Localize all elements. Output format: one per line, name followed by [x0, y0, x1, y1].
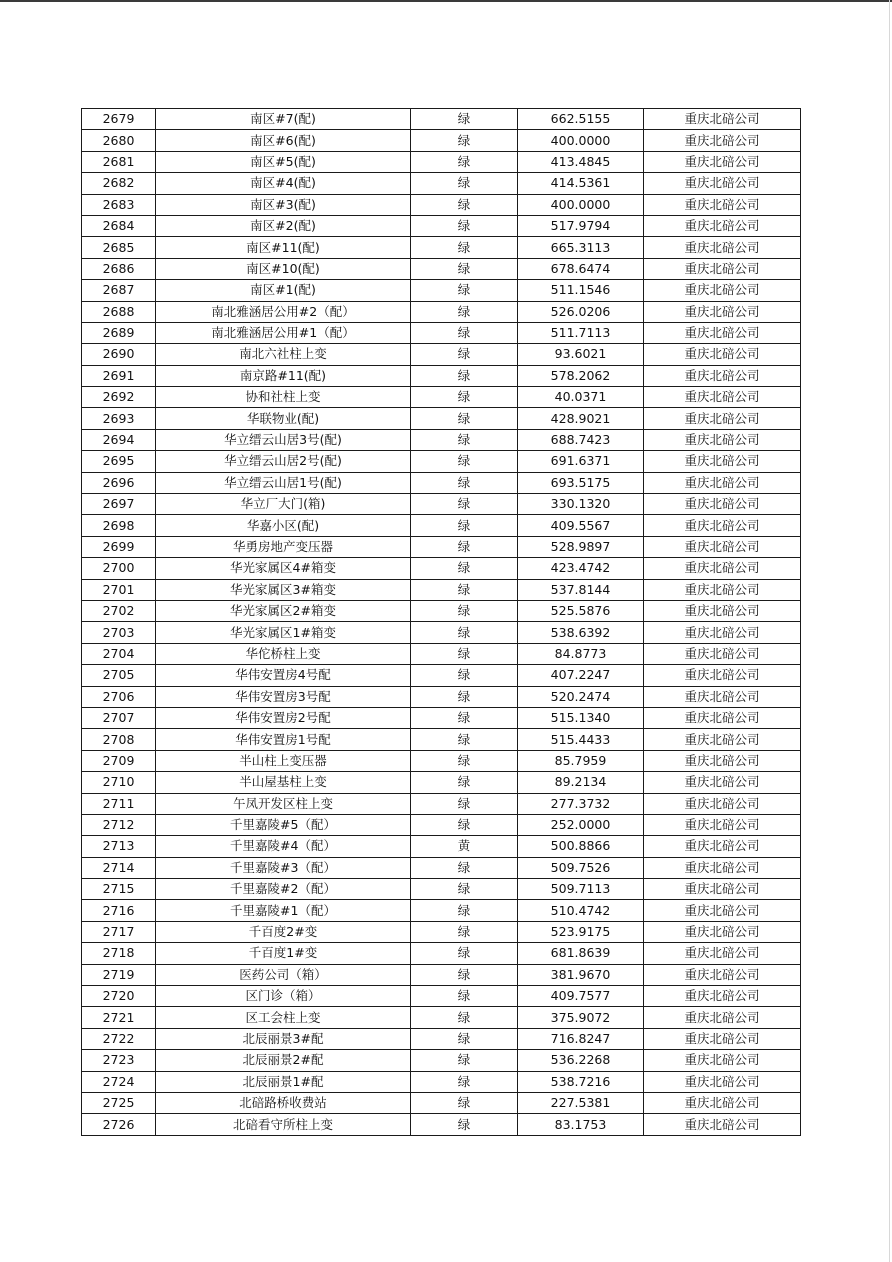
company-cell: 重庆北碚公司 — [644, 1114, 801, 1135]
status-color-cell: 绿 — [411, 857, 518, 878]
station-name-cell: 华佗桥柱上变 — [156, 643, 411, 664]
row-number-cell: 2709 — [82, 750, 156, 771]
status-color-cell: 绿 — [411, 964, 518, 985]
row-number-cell: 2684 — [82, 215, 156, 236]
table-row — [82, 964, 801, 985]
table-row — [82, 1007, 801, 1028]
status-color-cell: 绿 — [411, 793, 518, 814]
station-name-cell: 南京路#11(配) — [156, 365, 411, 386]
station-name-cell: 北辰丽景1#配 — [156, 1071, 411, 1092]
table-row — [82, 429, 801, 450]
station-name-cell: 华光家属区1#箱变 — [156, 622, 411, 643]
row-number-cell: 2708 — [82, 729, 156, 750]
station-name-cell: 千里嘉陵#2（配） — [156, 879, 411, 900]
table-row — [82, 686, 801, 707]
station-name-cell: 华勇房地产变压器 — [156, 536, 411, 557]
company-cell: 重庆北碚公司 — [644, 558, 801, 579]
station-name-cell: 千里嘉陵#4（配） — [156, 836, 411, 857]
row-number-cell: 2686 — [82, 258, 156, 279]
value-cell: 538.7216 — [518, 1071, 644, 1092]
station-name-cell: 南北六社柱上变 — [156, 344, 411, 365]
status-color-cell: 绿 — [411, 173, 518, 194]
status-color-cell: 绿 — [411, 729, 518, 750]
company-cell: 重庆北碚公司 — [644, 707, 801, 728]
status-color-cell: 绿 — [411, 344, 518, 365]
company-cell: 重庆北碚公司 — [644, 943, 801, 964]
station-name-cell: 北辰丽景2#配 — [156, 1050, 411, 1071]
status-color-cell: 绿 — [411, 1092, 518, 1113]
station-name-cell: 协和社柱上变 — [156, 387, 411, 408]
status-color-cell: 绿 — [411, 900, 518, 921]
company-cell: 重庆北碚公司 — [644, 665, 801, 686]
row-number-cell: 2700 — [82, 558, 156, 579]
table-row — [82, 130, 801, 151]
row-number-cell: 2722 — [82, 1028, 156, 1049]
value-cell: 413.4845 — [518, 151, 644, 172]
company-cell: 重庆北碚公司 — [644, 814, 801, 835]
company-cell: 重庆北碚公司 — [644, 1050, 801, 1071]
table-row — [82, 943, 801, 964]
company-cell: 重庆北碚公司 — [644, 387, 801, 408]
status-color-cell: 绿 — [411, 1028, 518, 1049]
row-number-cell: 2714 — [82, 857, 156, 878]
row-number-cell: 2706 — [82, 686, 156, 707]
table-row — [82, 215, 801, 236]
table-row — [82, 643, 801, 664]
table-row — [82, 1114, 801, 1135]
status-color-cell: 绿 — [411, 280, 518, 301]
row-number-cell: 2715 — [82, 879, 156, 900]
company-cell: 重庆北碚公司 — [644, 451, 801, 472]
row-number-cell: 2680 — [82, 130, 156, 151]
value-cell: 428.9021 — [518, 408, 644, 429]
value-cell: 85.7959 — [518, 750, 644, 771]
company-cell: 重庆北碚公司 — [644, 1007, 801, 1028]
value-cell: 526.0206 — [518, 301, 644, 322]
station-name-cell: 南区#7(配) — [156, 109, 411, 130]
table-row — [82, 408, 801, 429]
station-name-cell: 南区#4(配) — [156, 173, 411, 194]
table-row — [82, 857, 801, 878]
table-row — [82, 344, 801, 365]
row-number-cell: 2725 — [82, 1092, 156, 1113]
value-cell: 40.0371 — [518, 387, 644, 408]
value-cell: 84.8773 — [518, 643, 644, 664]
table-row — [82, 921, 801, 942]
table-row — [82, 986, 801, 1007]
value-cell: 662.5155 — [518, 109, 644, 130]
company-cell: 重庆北碚公司 — [644, 879, 801, 900]
company-cell: 重庆北碚公司 — [644, 322, 801, 343]
value-cell: 93.6021 — [518, 344, 644, 365]
status-color-cell: 绿 — [411, 109, 518, 130]
value-cell: 423.4742 — [518, 558, 644, 579]
row-number-cell: 2692 — [82, 387, 156, 408]
station-name-cell: 华光家属区3#箱变 — [156, 579, 411, 600]
table-row — [82, 558, 801, 579]
company-cell: 重庆北碚公司 — [644, 515, 801, 536]
table-row — [82, 879, 801, 900]
status-color-cell: 绿 — [411, 750, 518, 771]
row-number-cell: 2716 — [82, 900, 156, 921]
value-cell: 691.6371 — [518, 451, 644, 472]
row-number-cell: 2701 — [82, 579, 156, 600]
value-cell: 400.0000 — [518, 194, 644, 215]
table-row — [82, 451, 801, 472]
status-color-cell: 绿 — [411, 494, 518, 515]
value-cell: 400.0000 — [518, 130, 644, 151]
company-cell: 重庆北碚公司 — [644, 215, 801, 236]
station-name-cell: 华伟安置房3号配 — [156, 686, 411, 707]
table-row — [82, 194, 801, 215]
company-cell: 重庆北碚公司 — [644, 579, 801, 600]
status-color-cell: 绿 — [411, 772, 518, 793]
company-cell: 重庆北碚公司 — [644, 772, 801, 793]
value-cell: 510.4742 — [518, 900, 644, 921]
row-number-cell: 2713 — [82, 836, 156, 857]
value-cell: 409.5567 — [518, 515, 644, 536]
page-top-border — [0, 0, 892, 2]
value-cell: 509.7526 — [518, 857, 644, 878]
status-color-cell: 绿 — [411, 943, 518, 964]
row-number-cell: 2724 — [82, 1071, 156, 1092]
status-color-cell: 绿 — [411, 536, 518, 557]
status-color-cell: 绿 — [411, 600, 518, 621]
row-number-cell: 2697 — [82, 494, 156, 515]
station-name-cell: 南北雅涵居公用#2（配） — [156, 301, 411, 322]
value-cell: 277.3732 — [518, 793, 644, 814]
station-name-cell: 南区#2(配) — [156, 215, 411, 236]
company-cell: 重庆北碚公司 — [644, 1028, 801, 1049]
table-row — [82, 472, 801, 493]
status-color-cell: 绿 — [411, 814, 518, 835]
status-color-cell: 绿 — [411, 986, 518, 1007]
row-number-cell: 2723 — [82, 1050, 156, 1071]
station-name-cell: 华伟安置房2号配 — [156, 707, 411, 728]
table-row — [82, 1092, 801, 1113]
status-color-cell: 绿 — [411, 451, 518, 472]
company-cell: 重庆北碚公司 — [644, 151, 801, 172]
table-row — [82, 579, 801, 600]
table-row — [82, 109, 801, 130]
status-color-cell: 绿 — [411, 515, 518, 536]
row-number-cell: 2698 — [82, 515, 156, 536]
row-number-cell: 2699 — [82, 536, 156, 557]
row-number-cell: 2685 — [82, 237, 156, 258]
station-name-cell: 半山柱上变压器 — [156, 750, 411, 771]
status-color-cell: 绿 — [411, 365, 518, 386]
value-cell: 381.9670 — [518, 964, 644, 985]
company-cell: 重庆北碚公司 — [644, 365, 801, 386]
table-row — [82, 494, 801, 515]
value-cell: 665.3113 — [518, 237, 644, 258]
row-number-cell: 2705 — [82, 665, 156, 686]
value-cell: 511.1546 — [518, 280, 644, 301]
row-number-cell: 2689 — [82, 322, 156, 343]
company-cell: 重庆北碚公司 — [644, 408, 801, 429]
table-row — [82, 387, 801, 408]
transformer-table — [81, 108, 801, 1136]
station-name-cell: 千百度2#变 — [156, 921, 411, 942]
station-name-cell: 南区#10(配) — [156, 258, 411, 279]
row-number-cell: 2712 — [82, 814, 156, 835]
value-cell: 414.5361 — [518, 173, 644, 194]
row-number-cell: 2690 — [82, 344, 156, 365]
row-number-cell: 2681 — [82, 151, 156, 172]
value-cell: 409.7577 — [518, 986, 644, 1007]
status-color-cell: 绿 — [411, 643, 518, 664]
value-cell: 227.5381 — [518, 1092, 644, 1113]
status-color-cell: 绿 — [411, 665, 518, 686]
status-color-cell: 绿 — [411, 215, 518, 236]
row-number-cell: 2687 — [82, 280, 156, 301]
row-number-cell: 2702 — [82, 600, 156, 621]
table-body — [82, 109, 801, 1136]
table-row — [82, 301, 801, 322]
value-cell: 536.2268 — [518, 1050, 644, 1071]
value-cell: 407.2247 — [518, 665, 644, 686]
company-cell: 重庆北碚公司 — [644, 857, 801, 878]
company-cell: 重庆北碚公司 — [644, 600, 801, 621]
company-cell: 重庆北碚公司 — [644, 729, 801, 750]
table-row — [82, 793, 801, 814]
status-color-cell: 绿 — [411, 1007, 518, 1028]
row-number-cell: 2704 — [82, 643, 156, 664]
station-name-cell: 华立厂大门(箱) — [156, 494, 411, 515]
status-color-cell: 绿 — [411, 579, 518, 600]
company-cell: 重庆北碚公司 — [644, 344, 801, 365]
station-name-cell: 华嘉小区(配) — [156, 515, 411, 536]
company-cell: 重庆北碚公司 — [644, 986, 801, 1007]
value-cell: 681.8639 — [518, 943, 644, 964]
value-cell: 693.5175 — [518, 472, 644, 493]
row-number-cell: 2718 — [82, 943, 156, 964]
station-name-cell: 北碚路桥收费站 — [156, 1092, 411, 1113]
company-cell: 重庆北碚公司 — [644, 494, 801, 515]
page-right-edge — [889, 0, 890, 1262]
row-number-cell: 2726 — [82, 1114, 156, 1135]
table-row — [82, 280, 801, 301]
company-cell: 重庆北碚公司 — [644, 109, 801, 130]
status-color-cell: 绿 — [411, 707, 518, 728]
status-color-cell: 绿 — [411, 387, 518, 408]
table-row — [82, 258, 801, 279]
value-cell: 89.2134 — [518, 772, 644, 793]
status-color-cell: 绿 — [411, 258, 518, 279]
row-number-cell: 2683 — [82, 194, 156, 215]
value-cell: 678.6474 — [518, 258, 644, 279]
station-name-cell: 南北雅涵居公用#1（配） — [156, 322, 411, 343]
status-color-cell: 绿 — [411, 558, 518, 579]
row-number-cell: 2679 — [82, 109, 156, 130]
table-row — [82, 622, 801, 643]
station-name-cell: 医药公司（箱） — [156, 964, 411, 985]
company-cell: 重庆北碚公司 — [644, 301, 801, 322]
station-name-cell: 北辰丽景3#配 — [156, 1028, 411, 1049]
value-cell: 688.7423 — [518, 429, 644, 450]
value-cell: 375.9072 — [518, 1007, 644, 1028]
company-cell: 重庆北碚公司 — [644, 429, 801, 450]
status-color-cell: 绿 — [411, 472, 518, 493]
station-name-cell: 千里嘉陵#5（配） — [156, 814, 411, 835]
company-cell: 重庆北碚公司 — [644, 130, 801, 151]
table-row — [82, 1028, 801, 1049]
table-row — [82, 707, 801, 728]
table-row — [82, 600, 801, 621]
station-name-cell: 南区#3(配) — [156, 194, 411, 215]
status-color-cell: 绿 — [411, 130, 518, 151]
table-row — [82, 772, 801, 793]
company-cell: 重庆北碚公司 — [644, 622, 801, 643]
station-name-cell: 区门诊（箱） — [156, 986, 411, 1007]
table-row — [82, 151, 801, 172]
station-name-cell: 南区#6(配) — [156, 130, 411, 151]
row-number-cell: 2682 — [82, 173, 156, 194]
station-name-cell: 午凤开发区柱上变 — [156, 793, 411, 814]
status-color-cell: 绿 — [411, 879, 518, 900]
table-row — [82, 1050, 801, 1071]
station-name-cell: 南区#11(配) — [156, 237, 411, 258]
station-name-cell: 华联物业(配) — [156, 408, 411, 429]
company-cell: 重庆北碚公司 — [644, 793, 801, 814]
row-number-cell: 2719 — [82, 964, 156, 985]
station-name-cell: 华光家属区4#箱变 — [156, 558, 411, 579]
row-number-cell: 2710 — [82, 772, 156, 793]
row-number-cell: 2696 — [82, 472, 156, 493]
row-number-cell: 2711 — [82, 793, 156, 814]
table-row — [82, 365, 801, 386]
row-number-cell: 2707 — [82, 707, 156, 728]
company-cell: 重庆北碚公司 — [644, 536, 801, 557]
company-cell: 重庆北碚公司 — [644, 258, 801, 279]
row-number-cell: 2694 — [82, 429, 156, 450]
value-cell: 716.8247 — [518, 1028, 644, 1049]
station-name-cell: 华立缙云山居3号(配) — [156, 429, 411, 450]
status-color-cell: 绿 — [411, 151, 518, 172]
table-row — [82, 729, 801, 750]
status-color-cell: 绿 — [411, 622, 518, 643]
value-cell: 515.1340 — [518, 707, 644, 728]
value-cell: 515.4433 — [518, 729, 644, 750]
station-name-cell: 华立缙云山居2号(配) — [156, 451, 411, 472]
station-name-cell: 华立缙云山居1号(配) — [156, 472, 411, 493]
status-color-cell: 黄 — [411, 836, 518, 857]
table-row — [82, 1071, 801, 1092]
company-cell: 重庆北碚公司 — [644, 643, 801, 664]
station-name-cell: 华光家属区2#箱变 — [156, 600, 411, 621]
company-cell: 重庆北碚公司 — [644, 836, 801, 857]
table-row — [82, 814, 801, 835]
table-row — [82, 836, 801, 857]
table-row — [82, 750, 801, 771]
row-number-cell: 2720 — [82, 986, 156, 1007]
company-cell: 重庆北碚公司 — [644, 900, 801, 921]
station-name-cell: 华伟安置房1号配 — [156, 729, 411, 750]
status-color-cell: 绿 — [411, 429, 518, 450]
status-color-cell: 绿 — [411, 322, 518, 343]
status-color-cell: 绿 — [411, 301, 518, 322]
station-name-cell: 区工会柱上变 — [156, 1007, 411, 1028]
status-color-cell: 绿 — [411, 686, 518, 707]
value-cell: 523.9175 — [518, 921, 644, 942]
row-number-cell: 2717 — [82, 921, 156, 942]
company-cell: 重庆北碚公司 — [644, 472, 801, 493]
value-cell: 500.8866 — [518, 836, 644, 857]
station-name-cell: 千里嘉陵#3（配） — [156, 857, 411, 878]
value-cell: 83.1753 — [518, 1114, 644, 1135]
value-cell: 525.5876 — [518, 600, 644, 621]
table-row — [82, 665, 801, 686]
station-name-cell: 千百度1#变 — [156, 943, 411, 964]
value-cell: 511.7113 — [518, 322, 644, 343]
value-cell: 578.2062 — [518, 365, 644, 386]
row-number-cell: 2691 — [82, 365, 156, 386]
value-cell: 538.6392 — [518, 622, 644, 643]
row-number-cell: 2695 — [82, 451, 156, 472]
table-row — [82, 515, 801, 536]
table-row — [82, 237, 801, 258]
value-cell: 330.1320 — [518, 494, 644, 515]
status-color-cell: 绿 — [411, 1114, 518, 1135]
status-color-cell: 绿 — [411, 194, 518, 215]
status-color-cell: 绿 — [411, 408, 518, 429]
status-color-cell: 绿 — [411, 237, 518, 258]
status-color-cell: 绿 — [411, 1050, 518, 1071]
company-cell: 重庆北碚公司 — [644, 964, 801, 985]
station-name-cell: 北碚看守所柱上变 — [156, 1114, 411, 1135]
company-cell: 重庆北碚公司 — [644, 173, 801, 194]
row-number-cell: 2721 — [82, 1007, 156, 1028]
station-name-cell: 南区#1(配) — [156, 280, 411, 301]
company-cell: 重庆北碚公司 — [644, 194, 801, 215]
value-cell: 517.9794 — [518, 215, 644, 236]
station-name-cell: 南区#5(配) — [156, 151, 411, 172]
station-name-cell: 半山屋基柱上变 — [156, 772, 411, 793]
value-cell: 252.0000 — [518, 814, 644, 835]
company-cell: 重庆北碚公司 — [644, 1071, 801, 1092]
company-cell: 重庆北碚公司 — [644, 1092, 801, 1113]
company-cell: 重庆北碚公司 — [644, 237, 801, 258]
table-row — [82, 322, 801, 343]
value-cell: 528.9897 — [518, 536, 644, 557]
row-number-cell: 2703 — [82, 622, 156, 643]
status-color-cell: 绿 — [411, 1071, 518, 1092]
value-cell: 509.7113 — [518, 879, 644, 900]
status-color-cell: 绿 — [411, 921, 518, 942]
company-cell: 重庆北碚公司 — [644, 686, 801, 707]
station-name-cell: 华伟安置房4号配 — [156, 665, 411, 686]
row-number-cell: 2693 — [82, 408, 156, 429]
value-cell: 520.2474 — [518, 686, 644, 707]
station-name-cell: 千里嘉陵#1（配） — [156, 900, 411, 921]
company-cell: 重庆北碚公司 — [644, 921, 801, 942]
table-row — [82, 900, 801, 921]
table-row — [82, 173, 801, 194]
table-row — [82, 536, 801, 557]
row-number-cell: 2688 — [82, 301, 156, 322]
company-cell: 重庆北碚公司 — [644, 280, 801, 301]
company-cell: 重庆北碚公司 — [644, 750, 801, 771]
value-cell: 537.8144 — [518, 579, 644, 600]
